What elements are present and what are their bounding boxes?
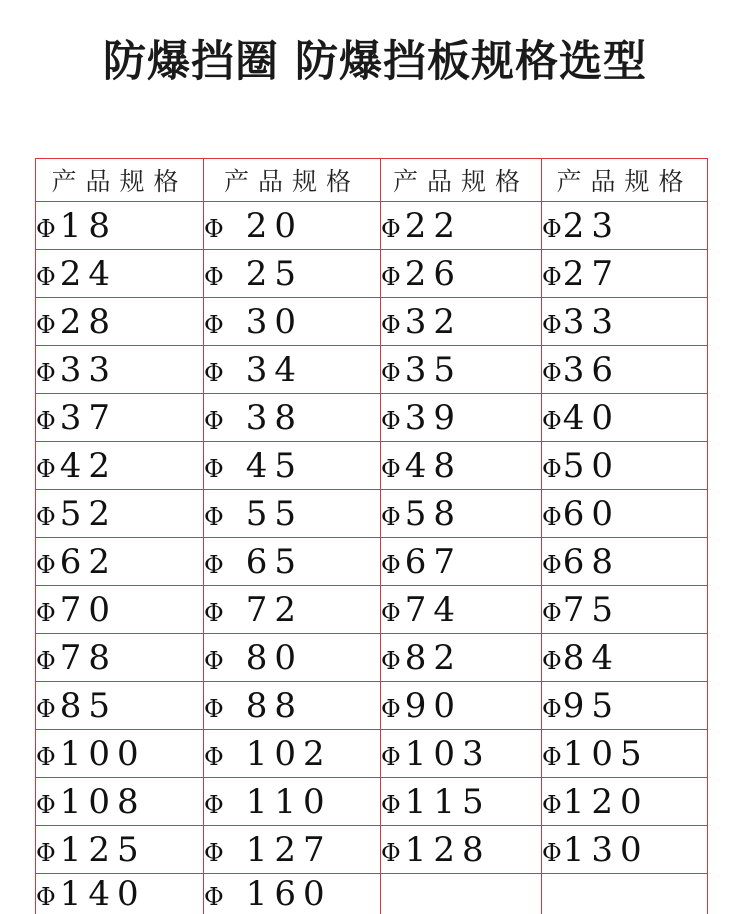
diameter-symbol: Φ xyxy=(36,503,56,531)
spec-cell xyxy=(381,634,542,682)
spec-cell xyxy=(542,346,708,394)
diameter-symbol: Φ xyxy=(204,215,224,243)
diameter-symbol: Φ xyxy=(381,551,401,579)
spec-cell xyxy=(36,250,204,298)
spec-cell xyxy=(204,394,381,442)
column-header: 产品规格 xyxy=(381,159,542,202)
spec-table-body xyxy=(36,202,708,914)
spec-value: 67 xyxy=(405,542,462,582)
spec-cell xyxy=(204,778,381,826)
spec-value: 115 xyxy=(405,782,491,822)
spec-cell xyxy=(36,202,204,250)
diameter-symbol: Φ xyxy=(204,839,224,867)
table-row xyxy=(36,778,708,826)
table-row xyxy=(36,202,708,250)
spec-value: 90 xyxy=(405,686,462,726)
spec-value: 24 xyxy=(60,254,117,294)
diameter-symbol: Φ xyxy=(381,647,401,675)
spec-cell xyxy=(381,874,542,914)
diameter-symbol: Φ xyxy=(36,359,56,387)
table-row xyxy=(36,442,708,490)
spec-value: 33 xyxy=(563,302,620,342)
spec-value: 100 xyxy=(60,734,146,774)
diameter-symbol: Φ xyxy=(542,695,562,723)
diameter-symbol: Φ xyxy=(204,791,224,819)
table-row xyxy=(36,874,708,914)
spec-cell xyxy=(36,778,204,826)
spec-value: 72 xyxy=(246,590,303,630)
diameter-symbol: Φ xyxy=(204,743,224,771)
spec-cell xyxy=(204,586,381,634)
diameter-symbol: Φ xyxy=(204,551,224,579)
spec-value: 65 xyxy=(246,542,303,582)
diameter-symbol: Φ xyxy=(36,599,56,627)
spec-cell xyxy=(36,298,204,346)
diameter-symbol: Φ xyxy=(204,647,224,675)
spec-value: 27 xyxy=(563,254,620,294)
spec-value: 22 xyxy=(405,206,462,246)
spec-cell xyxy=(381,442,542,490)
diameter-symbol: Φ xyxy=(204,695,224,723)
spec-cell xyxy=(36,634,204,682)
diameter-symbol: Φ xyxy=(204,311,224,339)
spec-value: 48 xyxy=(405,446,462,486)
spec-cell xyxy=(36,538,204,586)
spec-cell xyxy=(542,874,708,914)
spec-value: 80 xyxy=(246,638,303,678)
diameter-symbol: Φ xyxy=(542,455,562,483)
table-row xyxy=(36,634,708,682)
diameter-symbol: Φ xyxy=(542,311,562,339)
spec-cell xyxy=(542,730,708,778)
spec-cell xyxy=(204,490,381,538)
spec-cell xyxy=(381,298,542,346)
diameter-symbol: Φ xyxy=(381,455,401,483)
table-row xyxy=(36,826,708,874)
spec-value: 26 xyxy=(405,254,462,294)
diameter-symbol: Φ xyxy=(36,647,56,675)
spec-value: 45 xyxy=(246,446,303,486)
spec-cell xyxy=(381,202,542,250)
diameter-symbol: Φ xyxy=(36,215,56,243)
spec-cell xyxy=(542,538,708,586)
diameter-symbol: Φ xyxy=(542,839,562,867)
diameter-symbol: Φ xyxy=(204,599,224,627)
table-row xyxy=(36,394,708,442)
diameter-symbol: Φ xyxy=(36,743,56,771)
spec-cell xyxy=(204,826,381,874)
diameter-symbol: Φ xyxy=(36,263,56,291)
spec-value: 42 xyxy=(60,446,117,486)
spec-table xyxy=(35,158,708,914)
spec-cell xyxy=(36,586,204,634)
diameter-symbol: Φ xyxy=(381,215,401,243)
diameter-symbol: Φ xyxy=(36,407,56,435)
spec-value: 74 xyxy=(405,590,462,630)
spec-cell xyxy=(381,730,542,778)
diameter-symbol: Φ xyxy=(542,359,562,387)
diameter-symbol: Φ xyxy=(381,359,401,387)
spec-cell xyxy=(542,778,708,826)
spec-value: 35 xyxy=(405,350,462,390)
spec-cell xyxy=(36,874,204,914)
spec-cell xyxy=(381,394,542,442)
spec-value: 140 xyxy=(60,874,146,914)
spec-value: 108 xyxy=(60,782,146,822)
diameter-symbol: Φ xyxy=(204,359,224,387)
diameter-symbol: Φ xyxy=(204,503,224,531)
spec-value: 28 xyxy=(60,302,117,342)
diameter-symbol: Φ xyxy=(542,743,562,771)
diameter-symbol: Φ xyxy=(381,839,401,867)
table-header-row xyxy=(36,159,708,202)
spec-value: 127 xyxy=(246,830,332,870)
diameter-symbol: Φ xyxy=(36,695,56,723)
spec-value: 70 xyxy=(60,590,117,630)
diameter-symbol: Φ xyxy=(542,791,562,819)
spec-value: 52 xyxy=(60,494,117,534)
spec-cell xyxy=(204,682,381,730)
spec-value: 20 xyxy=(246,206,303,246)
spec-value: 36 xyxy=(563,350,620,390)
spec-value: 58 xyxy=(405,494,462,534)
diameter-symbol: Φ xyxy=(542,647,562,675)
spec-value: 40 xyxy=(563,398,620,438)
spec-cell xyxy=(36,346,204,394)
diameter-symbol: Φ xyxy=(36,791,56,819)
diameter-symbol: Φ xyxy=(381,503,401,531)
spec-cell xyxy=(542,682,708,730)
spec-value: 75 xyxy=(563,590,620,630)
diameter-symbol: Φ xyxy=(542,599,562,627)
diameter-symbol: Φ xyxy=(204,263,224,291)
spec-cell xyxy=(36,730,204,778)
spec-cell xyxy=(542,586,708,634)
spec-cell xyxy=(204,346,381,394)
spec-cell xyxy=(204,202,381,250)
diameter-symbol: Φ xyxy=(542,551,562,579)
diameter-symbol: Φ xyxy=(542,263,562,291)
diameter-symbol: Φ xyxy=(36,883,56,911)
diameter-symbol: Φ xyxy=(381,743,401,771)
diameter-symbol: Φ xyxy=(542,215,562,243)
spec-cell xyxy=(36,394,204,442)
diameter-symbol: Φ xyxy=(36,455,56,483)
spec-cell xyxy=(542,442,708,490)
table-row xyxy=(36,682,708,730)
table-row xyxy=(36,298,708,346)
spec-cell xyxy=(36,442,204,490)
spec-cell xyxy=(542,826,708,874)
page-title: 防爆挡圈 防爆挡板规格选型 xyxy=(0,28,750,89)
spec-cell xyxy=(542,490,708,538)
spec-value: 120 xyxy=(563,782,649,822)
spec-cell xyxy=(381,778,542,826)
column-header: 产品规格 xyxy=(204,159,381,202)
spec-cell xyxy=(204,634,381,682)
spec-cell xyxy=(204,730,381,778)
spec-value: 128 xyxy=(405,830,491,870)
spec-cell xyxy=(381,538,542,586)
spec-cell xyxy=(542,202,708,250)
table-row xyxy=(36,538,708,586)
spec-value: 95 xyxy=(563,686,620,726)
spec-cell xyxy=(542,394,708,442)
spec-value: 18 xyxy=(60,206,117,246)
spec-cell xyxy=(542,298,708,346)
diameter-symbol: Φ xyxy=(542,407,562,435)
spec-cell xyxy=(36,826,204,874)
table-row xyxy=(36,346,708,394)
spec-cell xyxy=(204,298,381,346)
spec-value: 30 xyxy=(246,302,303,342)
spec-cell xyxy=(381,586,542,634)
spec-cell xyxy=(204,442,381,490)
spec-value: 55 xyxy=(246,494,303,534)
spec-value: 37 xyxy=(60,398,117,438)
spec-cell xyxy=(36,682,204,730)
spec-cell xyxy=(381,490,542,538)
diameter-symbol: Φ xyxy=(381,407,401,435)
spec-value: 32 xyxy=(405,302,462,342)
column-header: 产品规格 xyxy=(542,159,708,202)
spec-value: 84 xyxy=(563,638,620,678)
spec-cell xyxy=(381,682,542,730)
diameter-symbol: Φ xyxy=(381,311,401,339)
diameter-symbol: Φ xyxy=(36,551,56,579)
diameter-symbol: Φ xyxy=(204,407,224,435)
diameter-symbol: Φ xyxy=(381,263,401,291)
spec-value: 103 xyxy=(405,734,491,774)
diameter-symbol: Φ xyxy=(542,503,562,531)
spec-value: 125 xyxy=(60,830,146,870)
table-row xyxy=(36,730,708,778)
diameter-symbol: Φ xyxy=(204,883,224,911)
spec-value: 160 xyxy=(246,874,332,914)
spec-cell xyxy=(381,826,542,874)
spec-value: 130 xyxy=(563,830,649,870)
spec-value: 38 xyxy=(246,398,303,438)
spec-value: 105 xyxy=(563,734,649,774)
spec-value: 60 xyxy=(563,494,620,534)
diameter-symbol: Φ xyxy=(381,695,401,723)
table-row xyxy=(36,586,708,634)
spec-cell xyxy=(204,250,381,298)
spec-value: 62 xyxy=(60,542,117,582)
spec-cell xyxy=(204,874,381,914)
spec-cell xyxy=(36,490,204,538)
column-header: 产品规格 xyxy=(36,159,204,202)
spec-cell xyxy=(542,634,708,682)
spec-value: 39 xyxy=(405,398,462,438)
spec-cell xyxy=(381,250,542,298)
spec-value: 68 xyxy=(563,542,620,582)
table-row xyxy=(36,250,708,298)
diameter-symbol: Φ xyxy=(36,311,56,339)
diameter-symbol: Φ xyxy=(36,839,56,867)
diameter-symbol: Φ xyxy=(381,599,401,627)
spec-value: 33 xyxy=(60,350,117,390)
spec-cell xyxy=(381,346,542,394)
spec-value: 34 xyxy=(246,350,303,390)
table-row xyxy=(36,490,708,538)
spec-value: 25 xyxy=(246,254,303,294)
diameter-symbol: Φ xyxy=(381,791,401,819)
spec-cell xyxy=(204,538,381,586)
spec-value: 82 xyxy=(405,638,462,678)
spec-cell xyxy=(542,250,708,298)
spec-value: 78 xyxy=(60,638,117,678)
spec-value: 88 xyxy=(246,686,303,726)
spec-value: 23 xyxy=(563,206,620,246)
spec-value: 102 xyxy=(246,734,332,774)
diameter-symbol: Φ xyxy=(204,455,224,483)
spec-value: 110 xyxy=(246,782,332,822)
spec-value: 50 xyxy=(563,446,620,486)
spec-value: 85 xyxy=(60,686,117,726)
